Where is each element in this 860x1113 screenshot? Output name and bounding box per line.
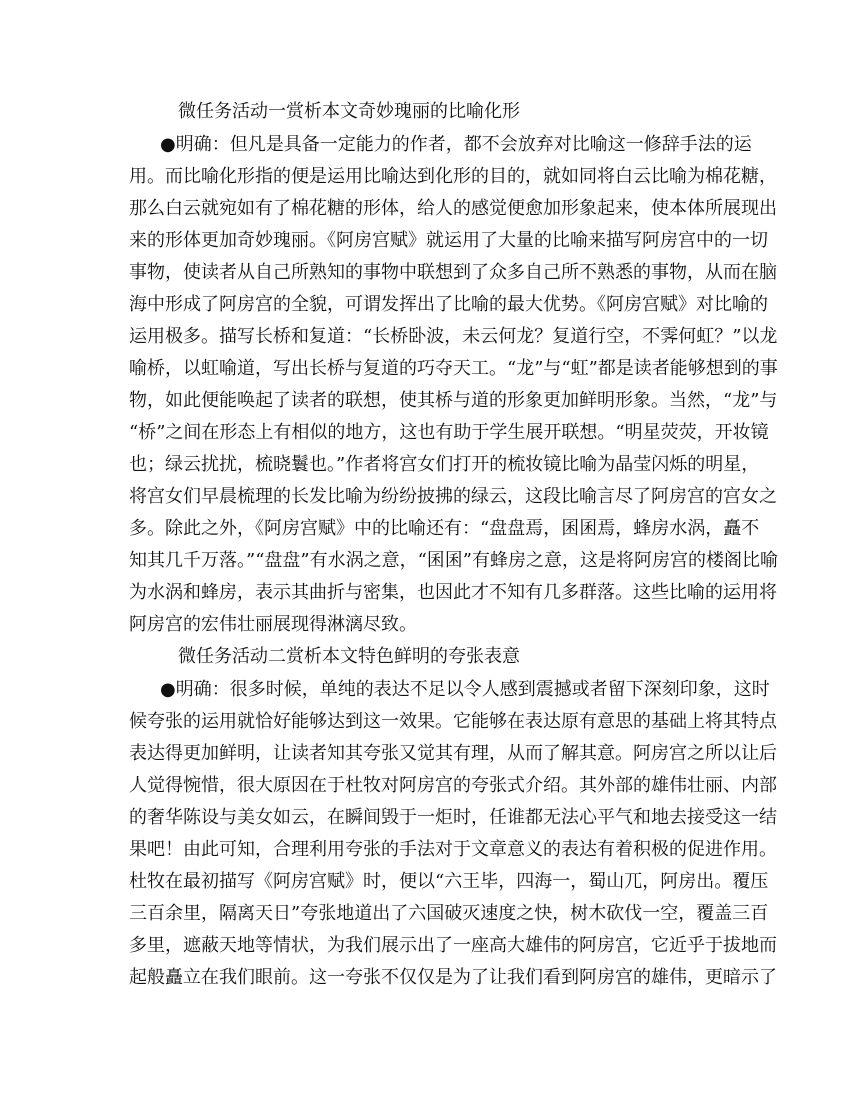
paragraph-line: [0, 194, 860, 224]
paragraph-line: [0, 739, 860, 769]
section1-line: “桥”之间在形态上有相似的地方，这也有助于学生展开联想。“明星荧荧，开妆镜: [129, 422, 769, 443]
paragraph-line: [0, 803, 860, 833]
paragraph-line: [0, 899, 860, 929]
section1-line: 多。除此之外，《阿房宫赋》中的比喻还有：“盘盘焉，囷囷焉，蜂房水涡，矗不: [129, 518, 760, 539]
section-heading: [0, 642, 860, 672]
section2-line: 杜牧在最初描写《阿房宫赋》时，便以“六王毕，四海一，蜀山兀，阿房出。覆压: [129, 871, 769, 892]
section1-line: 来的形体更加奇妙瑰丽。《阿房宫赋》就运用了大量的比喻来描写阿房宫中的一切: [129, 230, 768, 251]
paragraph-line: [0, 771, 860, 801]
section1-line: 将宫女们早晨梳理的长发比喻为纷纷披拂的绿云，这段比喻言尽了阿房宫的宫女之: [129, 486, 777, 507]
section2-line: 候夸张的运用就恰好能够达到这一效果。它能够在表达原有意思的基础上将其特点: [129, 711, 777, 732]
paragraph-line: [0, 354, 860, 384]
paragraph-line: [0, 675, 860, 705]
section1-line: ●明确：但凡是具备一定能力的作者，都不会放弃对比喻这一修辞手法的运: [160, 134, 752, 155]
paragraph-line: [0, 867, 860, 897]
paragraph-line: [0, 963, 860, 993]
section2-line: 果吧！由此可知，合理利用夸张的手法对于文章意义的表达有着积极的促进作用。: [129, 839, 777, 860]
paragraph-line: [0, 610, 860, 640]
paragraph-line: [0, 707, 860, 737]
paragraph-line: [0, 546, 860, 576]
paragraph-line: [0, 514, 860, 544]
section2-line: 多里，遮蔽天地等情状，为我们展示出了一座高大雄伟的阿房宫，它近乎于拔地而: [129, 935, 777, 956]
section1-line: 海中形成了阿房宫的全貌，可谓发挥出了比喻的最大优势。《阿房宫赋》对比喻的: [129, 294, 768, 315]
section2-line: 人觉得惋惜，很大原因在于杜牧对阿房宫的夸张式介绍。其外部的雄伟壮丽、内部: [129, 775, 777, 796]
paragraph-line: [0, 386, 860, 416]
paragraph-line: [0, 482, 860, 512]
section1-line: 运用极多。描写长桥和复道：“长桥卧波，未云何龙？复道行空，不霁何虹？”以龙: [129, 326, 778, 347]
section2-line: ●明确：很多时候，单纯的表达不足以令人感到震撼或者留下深刻印象，这时: [160, 679, 770, 700]
paragraph-line: [0, 418, 860, 448]
section1-heading: 微任务活动一赏析本文奇妙瑰丽的比喻化形: [178, 101, 520, 122]
section1-line: 为水涡和蜂房，表示其曲折与密集，也因此才不知有几多群落。这些比喻的运用将: [129, 582, 777, 603]
section1-line: 阿房宫的宏伟壮丽展现得淋漓尽致。: [129, 614, 417, 635]
section-heading: [0, 97, 860, 127]
paragraph-line: [0, 290, 860, 320]
section1-line: 知其几千万落。”“盘盘”有水涡之意，“囷囷”有蜂房之意，这是将阿房宫的楼阁比喻: [129, 550, 779, 571]
section1-line: 也；绿云扰扰，梳晓鬟也。”作者将宫女们打开的梳妆镜比喻为晶莹闪烁的明星，: [129, 454, 760, 475]
paragraph-line: [0, 322, 860, 352]
section1-line: 用。而比喻化形指的便是运用比喻达到化形的目的，就如同将白云比喻为棉花糖，: [129, 166, 777, 187]
paragraph-line: [0, 835, 860, 865]
section1-line: 喻桥，以虹喻道，写出长桥与复道的巧夺天工。“龙”与“虹”都是读者能够想到的事: [129, 358, 778, 379]
paragraph-line: [0, 130, 860, 160]
section2-line: 三百余里，隔离天日”夸张地道出了六国破灭速度之快，树木砍伐一空，覆盖三百: [129, 903, 769, 924]
section2-line: 的奢华陈设与美女如云，在瞬间毁于一炬时，任谁都无法心平气和地去接受这一结: [129, 807, 777, 828]
section1-line: 事物，使读者从自己所熟知的事物中联想到了众多自己所不熟悉的事物，从而在脑: [129, 262, 777, 283]
paragraph-line: [0, 450, 860, 480]
paragraph-line: [0, 162, 860, 192]
section2-line: 起般矗立在我们眼前。这一夸张不仅仅是为了让我们看到阿房宫的雄伟，更暗示了: [129, 967, 777, 988]
paragraph-line: [0, 226, 860, 256]
section1-line: 那么白云就宛如有了棉花糖的形体，给人的感觉便愈加形象起来，使本体所展现出: [129, 198, 777, 219]
section1-line: 物，如此便能唤起了读者的联想，使其桥与道的形象更加鲜明形象。当然，“龙”与: [129, 390, 778, 411]
section2-line: 表达得更加鲜明，让读者知其夸张又觉其有理，从而了解其意。阿房宫之所以让后: [129, 743, 777, 764]
paragraph-line: [0, 931, 860, 961]
section2-heading: 微任务活动二赏析本文特色鲜明的夸张表意: [178, 646, 520, 667]
paragraph-line: [0, 258, 860, 288]
paragraph-line: [0, 578, 860, 608]
